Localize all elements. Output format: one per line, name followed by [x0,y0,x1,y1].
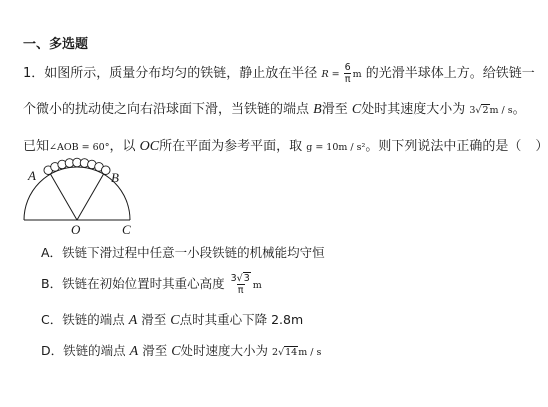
gravity-value: g = 10m / s² [306,142,366,153]
height-fraction: $\frac{3√3}{\pi}$ [230,273,250,296]
label-O: O [71,222,81,237]
question-text: 个微小的扰动使之向右沿球面下滑，当铁链的端点 [23,102,310,117]
option-text: 处时速度大小为 [180,343,269,358]
question-text: 所在平面为参考平面，取 [159,139,303,154]
point-B-label: B [313,102,322,117]
hemisphere-figure [18,158,138,238]
question-text: 处时其速度大小为 [361,102,466,117]
point-C-label: C [171,344,181,359]
radius-OA [51,174,78,220]
question-text: 如图所示，质量分布均匀的铁链，静止放在半径 [44,66,318,81]
question-text: 滑至 [321,102,348,117]
question-text: 。 [512,102,526,117]
option-letter: A． [41,245,63,260]
option-letter: C． [41,312,63,327]
option-text: 滑至 [141,312,167,327]
option-letter: B． [41,276,63,291]
point-C-label: C [170,313,180,328]
question-line-2 [23,98,526,118]
option-text: 铁链在初始位置时其重心高度 [62,276,225,291]
option-text: 点时其重心下降 2.8m [179,312,304,327]
speed-value: 3√2m / s [469,105,513,116]
answer-blank: ） [535,139,548,154]
option-text: 铁链的端点 [62,312,125,327]
question-text: ，以 [109,139,136,154]
chain-bead [101,166,110,175]
point-A-label: A [128,313,138,328]
oc-label: OC [139,139,160,154]
point-C-label: C [351,102,362,117]
question-text: 已知 [23,139,50,154]
option-C[interactable] [41,310,303,329]
option-B[interactable] [41,273,262,296]
option-text: 铁链的端点 [63,343,126,358]
label-A: A [28,168,36,183]
height-unit: m [252,280,262,291]
speed-answer: 2√14m / s [272,347,322,358]
section-title: 一、多选题 [23,37,89,52]
question-line-3 [23,135,548,155]
angle-value: ∠AOB = 60° [49,142,110,153]
question-line-1 [23,62,535,85]
option-text: 铁链下滑过程中任意一小段铁链的机械能均守恒 [62,245,325,260]
radius-OB [77,174,104,220]
label-C: C [122,222,131,237]
point-A-label: A [129,344,139,359]
question-text: 的光滑半球体上方。给铁链一 [365,66,535,81]
option-D[interactable] [41,341,321,360]
radius-var: R = [321,69,343,80]
option-text: 滑至 [142,343,168,358]
option-letter: D． [41,343,64,358]
radius-unit: m [352,69,362,80]
label-B: B [111,170,119,185]
question-number: 1． [23,66,45,81]
option-A[interactable] [41,243,325,261]
radius-fraction: $\frac{6}{\pi}$ [344,62,351,85]
question-text: 。则下列说法中正确的是（ [365,139,522,154]
